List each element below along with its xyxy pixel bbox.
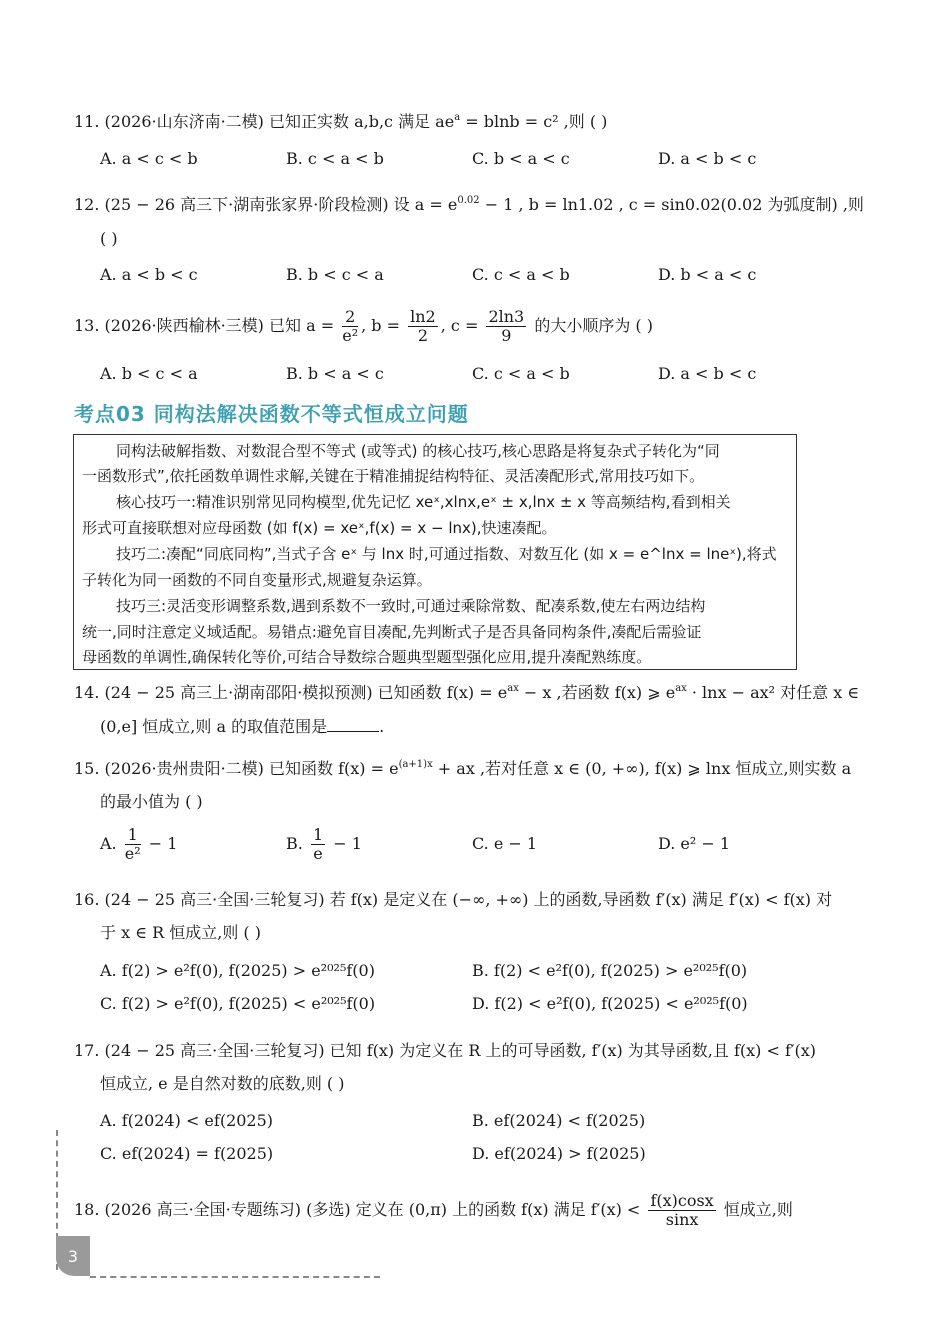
page-number-badge: 3 [56,1236,90,1276]
tip-line-8: 统一,同时注意定义域适配。易错点:避免盲目凑配,先判断式子是否具备同构条件,凑配后需验证 [82,623,702,641]
tip-line-6: 子转化为同一函数的不同自变量形式,规避复杂运算。 [82,571,432,589]
q16-option-c[interactable]: C. f(2) > e²f(0), f(2025) < e²⁰²⁵f(0) [100,994,376,1013]
q13-fraction-a: $\frac{2}{\text{e²}}$ [342,307,359,345]
tip-line-2: 一函数形式”,依托函数单调性求解,关键在于精准捕捉结构特征、灵活凑配形式,常用技巧如下。 [82,467,705,485]
q14-answer-blank[interactable] [327,717,379,732]
q13-option-c[interactable]: C. c < a < b [472,364,570,383]
tip-line-4: 形式可直接联想对应母函数 (如 f(x) = xeˣ,f(x) = x − lnx),快速凑配。 [82,519,557,537]
q12-option-b[interactable]: B. b < c < a [286,265,384,284]
q12-stem: 12. (25 − 26 高三下·湖南张家界·阶段检测) 设 $a = e^{0.02} - 1$ , b = ln1.02 , c = sin0.02(0.02 为弧度制) ,则 [74,195,864,214]
q17-continuation: 恒成立, e 是自然对数的底数,则 ( ) [100,1074,345,1093]
q11-option-c[interactable]: C. b < a < c [472,149,570,168]
tip-line-9: 母函数的单调性,确保转化等价,可结合导数综合题典型题型强化应用,提升凑配熟练度。 [82,648,652,666]
q13-option-d[interactable]: D. a < b < c [658,364,757,383]
q15-option-d[interactable]: D. e² − 1 [658,834,731,853]
tip-line-5: 技巧二:凑配“同底同构”,当式子含 eˣ 与 lnx 时,可通过指数、对数互化 (如 x = e^lnx = lneˣ),将式 [116,545,777,563]
q13-option-a[interactable]: A. b < c < a [100,364,198,383]
q11-option-a[interactable]: A. a < c < b [100,149,198,168]
q13-fraction-b: $\frac{\ln 2}{2}$ [410,307,436,345]
q14-stem: 14. (24 − 25 高三上·湖南邵阳·模拟预测) 已知函数 $f(x) = e^{ax} - x$ ,若函数 f(x) ⩾ $e^{ax} \cdot \ln x - ax^2$ 对任意 x ∈ [74,683,860,702]
tip-line-3: 核心技巧一:精准识别常见同构模型,优先记忆 xeˣ,xlnx,eˣ ± x,lnx ± x 等高频结构,看到相关 [116,493,731,511]
q15-continuation: 的最小值为 ( ) [100,792,203,811]
q15-option-a[interactable]: A. $\frac{1}{\text{e²}}$ − 1 [100,825,178,863]
tip-line-7: 技巧三:灵活变形调整系数,遇到系数不一致时,可通过乘除常数、配凑系数,使左右两边结构 [116,597,706,615]
footer-dashed-horizontal [90,1276,380,1278]
section-title: 考点03 同构法解决函数不等式恒成立问题 [74,402,469,426]
q18-fraction: $\frac{f(x)\cos x}{\sin x}$ [650,1191,714,1229]
q12-answer-paren: ( ) [100,229,118,248]
q12-option-a[interactable]: A. a < b < c [100,265,198,284]
q17-option-d[interactable]: D. ef(2024) > f(2025) [472,1144,646,1163]
q17-option-b[interactable]: B. ef(2024) < f(2025) [472,1111,646,1130]
q16-continuation: 于 x ∈ R 恒成立,则 ( ) [100,923,262,942]
q12-option-d[interactable]: D. b < a < c [658,265,757,284]
q13-fraction-c: $\frac{2\ln 3}{9}$ [488,307,525,345]
q16-option-d[interactable]: D. f(2) < e²f(0), f(2025) < e²⁰²⁵f(0) [472,994,748,1013]
q16-stem: 16. (24 − 25 高三·全国·三轮复习) 若 f(x) 是定义在 (−∞, +∞) 上的函数,导函数 f′(x) 满足 f′(x) < f(x) 对 [74,890,833,909]
q11-stem: 11. (2026·山东济南·二模) 已知正实数 a,b,c 满足 $ae^a = blnb = c^2$ ,则 ( ) [74,112,608,131]
q11-option-b[interactable]: B. c < a < b [286,149,384,168]
q17-stem: 17. (24 − 25 高三·全国·三轮复习) 已知 f(x) 为定义在 R 上的可导函数, f′(x) 为其导函数,且 f(x) < f′(x) [74,1041,817,1060]
q17-option-a[interactable]: A. f(2024) < ef(2025) [100,1111,274,1130]
q16-option-b[interactable]: B. f(2) < e²f(0), f(2025) > e²⁰²⁵f(0) [472,961,748,980]
q13-option-b[interactable]: B. b < a < c [286,364,384,383]
tip-line-1: 同构法破解指数、对数混合型不等式 (或等式) 的核心技巧,核心思路是将复杂式子转化为“同 [116,442,720,460]
q15-stem: 15. (2026·贵州贵阳·二模) 已知函数 $f(x) = e^{(a+1)x}$ + ax ,若对任意 x ∈ (0, +∞), f(x) ⩾ lnx 恒成立,则实数 a [74,759,852,778]
q13-stem: 13. (2026·陕西榆林·三模) 已知 a = $\frac{2}{\text{e²}}$ , b = $\frac{\ln 2}{2}$ , c = $\frac{2\ln 3}{9}$ 的大小顺序为 ( ) [74,307,653,345]
q16-option-a[interactable]: A. f(2) > e²f(0), f(2025) > e²⁰²⁵f(0) [100,961,375,980]
q15-option-b[interactable]: B. $\frac{1}{e}$ − 1 [286,825,362,863]
q17-option-c[interactable]: C. ef(2024) = f(2025) [100,1144,274,1163]
q15-option-c[interactable]: C. e − 1 [472,834,538,853]
q14-continuation: (0,e] 恒成立,则 a 的取值范围是 . [100,717,385,736]
q11-option-d[interactable]: D. a < b < c [658,149,757,168]
q12-option-c[interactable]: C. c < a < b [472,265,570,284]
q18-stem: 18. (2026 高三·全国·专题练习) (多选) 定义在 (0,π) 上的函数 f(x) 满足 f′(x) < $\frac{f(x)\cos x}{\sin x}$ 恒成立,则 [74,1191,793,1229]
